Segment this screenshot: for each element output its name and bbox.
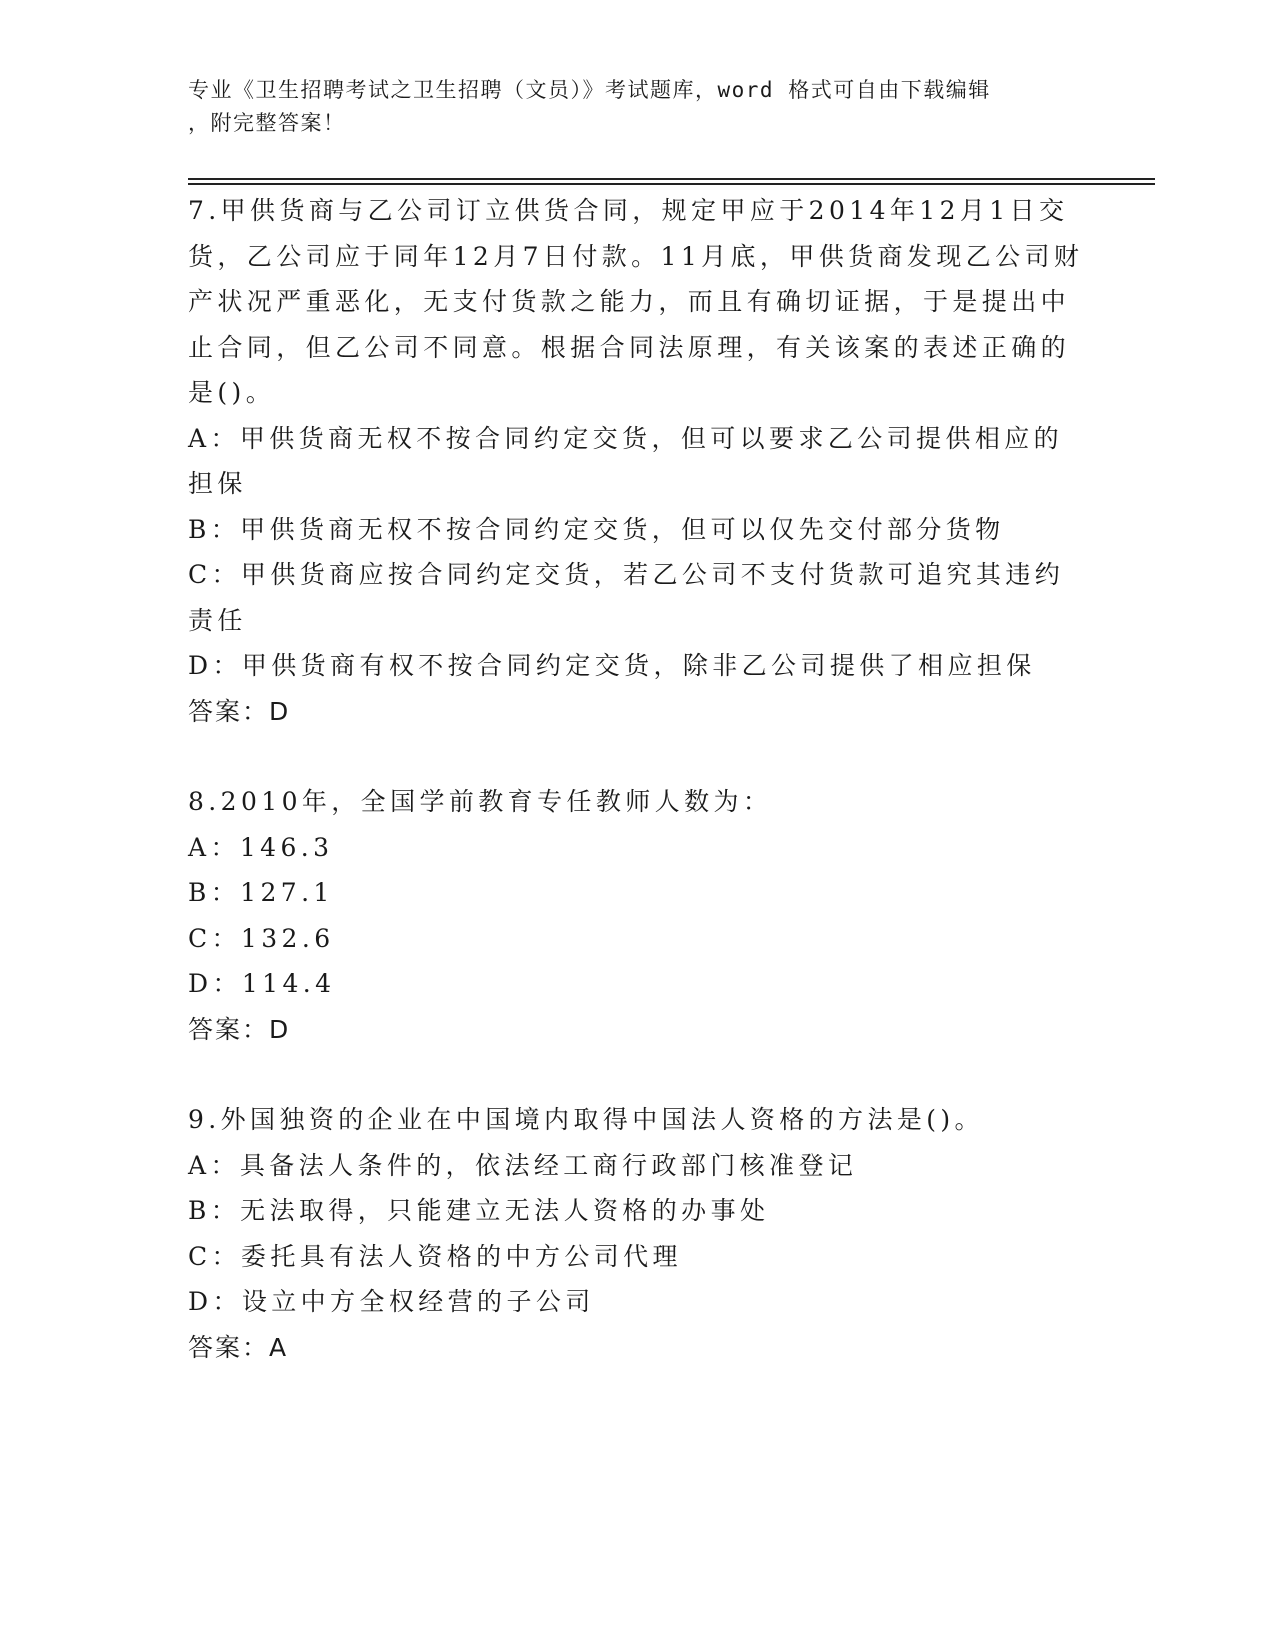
option-d: D：甲供货商有权不按合同约定交货，除非乙公司提供了相应担保 (188, 651, 1036, 680)
option-d: D：设立中方全权经营的子公司 (188, 1287, 595, 1316)
header-title-line-1: 专业《卫生招聘考试之卫生招聘（文员）》考试题库，word 格式可自由下载编辑 (188, 78, 991, 102)
option-b: B：无法取得，只能建立无法人资格的办事处 (188, 1196, 770, 1225)
question-8 (188, 779, 1088, 1052)
option-c: C：甲供货商应按合同约定交货，若乙公司不支付货款可追究其违约责任 (188, 560, 1065, 635)
option-d: D：114.4 (188, 969, 336, 998)
question-9 (188, 1097, 1088, 1370)
option-c: C：委托具有法人资格的中方公司代理 (188, 1241, 682, 1271)
question-7 (188, 188, 1088, 734)
option-c: C：132.6 (188, 923, 335, 953)
answer-label: 答案：D (188, 1014, 291, 1044)
question-text: 9.外国独资的企业在中国境内取得中国法人资格的方法是()。 (188, 1105, 984, 1134)
answer-label: 答案：A (188, 1332, 289, 1362)
header-title-line-2: ，附完整答案！ (188, 111, 346, 135)
option-a: A：甲供货商无权不按合同约定交货，但可以要求乙公司提供相应的担保 (188, 423, 1064, 498)
option-a: A：146.3 (188, 832, 334, 862)
question-text: 7.甲供货商与乙公司订立供货合同，规定甲应于2014年12月1日交货，乙公司应于同年12月7日付款。11月底，甲供货商发现乙公司财产状况严重恶化，无支付货款之能力，而且有确切证据，于是提出中止合同，但乙公司不同意。根据合同法原理，有关该案的表述正确的是()。 (188, 196, 1084, 407)
option-b: B：127.1 (188, 878, 334, 907)
option-b: B：甲供货商无权不按合同约定交货，但可以仅先交付部分货物 (188, 514, 1005, 544)
option-a: A：具备法人条件的，依法经工商行政部门核准登记 (188, 1150, 858, 1180)
header-divider-bottom (188, 183, 1155, 185)
question-list (188, 188, 1088, 1370)
answer-label: 答案：D (188, 696, 291, 726)
question-text: 8.2010年，全国学前教育专任教师人数为： (188, 787, 773, 816)
document-header (188, 74, 1068, 140)
header-divider-top (188, 178, 1155, 180)
